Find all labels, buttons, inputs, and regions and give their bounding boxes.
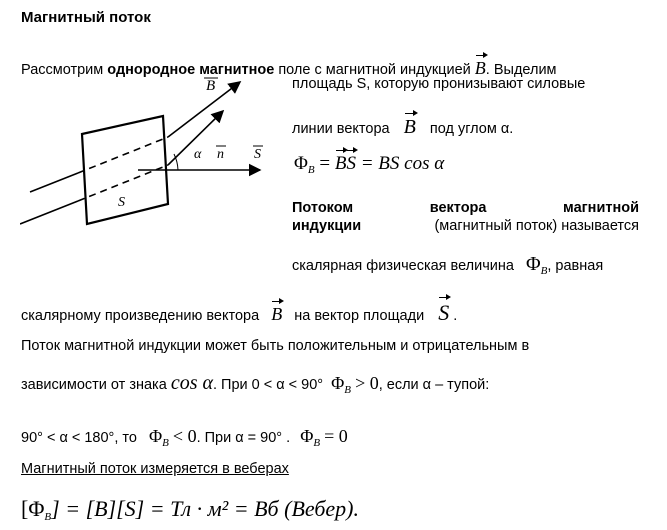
scalar-vec-b: B [271,304,283,324]
label-s-area: S [118,195,125,210]
obtuse-neg-formula: < 0 [172,426,197,446]
magnetic-flux-diagram [20,74,290,244]
def-word-1: Потоком [292,200,354,216]
scalar-start: скалярному произведению вектора [21,308,260,324]
units-rhs: ] = [B][S] = Тл · м² = Вб (Вебер). [51,496,360,521]
intro-text-mid: поле с магнитной индукцией [274,62,471,78]
scalar-line [21,300,457,326]
zero-formula: = 0 [324,426,348,446]
zero-phi-sub: B [313,437,321,449]
label-alpha: α [194,147,202,162]
obtuse-phi: Φ [148,426,163,446]
flux-formula [294,153,444,176]
label-s-vector: S [254,147,261,162]
flux-rhs: = BS cos α [355,153,445,174]
vector-b-symbol-2: B [403,116,416,138]
sign-line2-end: , если α – тупой: [378,377,490,393]
flux-sub: B [307,164,315,176]
obtuse-mid: . При α = 90° . [196,430,291,446]
label-b: B [206,78,216,94]
intro-text-end: . Выделим [485,62,557,78]
vector-b-symbol: B [474,58,486,78]
intro-line-2 [292,76,639,92]
units-sub: B [44,511,52,523]
sign-pos-formula: > 0 [355,373,379,393]
definition-line-2 [292,218,639,234]
field-line-upper-dashed [78,137,168,173]
obtuse-phi-sub: B [162,437,169,449]
sign-line-1-text: Поток магнитной индукции может быть положительным и отрицательным в [21,338,530,354]
definition-line-3 [292,253,603,277]
flux-phi: Φ [294,153,308,174]
units-lhs: [Φ [21,496,45,521]
intro-line-3-start: линии вектора [292,121,390,137]
scalar-end: . [453,308,458,324]
scalar-vec-s: S [438,300,450,325]
def-rest: (магнитный поток) называется [434,218,639,234]
intro-line-3 [292,116,513,139]
def-phi: Φ [526,253,541,275]
page-title: Магнитный поток [21,9,151,26]
units-formula [21,496,359,523]
units-heading: Магнитный поток измеряется в веберах [21,461,289,477]
def-line3-start: скалярная физическая величина [292,258,514,274]
def-word-4: индукции [292,218,362,234]
sign-phi-sub: B [344,384,352,396]
obtuse-start: 90° < α < 180°, то [21,430,137,446]
zero-phi: Φ [300,426,314,446]
flux-eq: = [319,153,331,174]
sign-phi: Φ [331,373,345,393]
def-word-2: вектора [429,200,487,216]
definition-line-1 [292,200,639,216]
intro-line-2-text: площадь S, которую пронизывают силовые [292,76,586,92]
scalar-mid: на вектор площади [294,308,425,324]
sign-line2-start: зависимости от знака [21,377,167,393]
flux-vec-b: B [334,153,347,174]
intro-bold: однородное магнитное [107,62,275,78]
obtuse-line [21,426,348,449]
field-line-lower-left [20,201,78,224]
sign-line-2 [21,372,489,396]
sign-cos: cos α [170,372,213,394]
flux-vec-s: S [346,153,356,174]
intro-line-3-end: под углом α. [429,121,514,137]
def-phi-sub: B [540,265,548,277]
def-word-3: магнитной [563,200,639,216]
sign-line2-mid: . При 0 < α < 90° [212,377,324,393]
intro-text-start: Рассмотрим [21,62,108,78]
label-n: n [217,147,224,162]
field-line-upper-left [30,173,78,192]
sign-line-1 [21,338,639,354]
def-line3-end: , равная [547,258,604,274]
